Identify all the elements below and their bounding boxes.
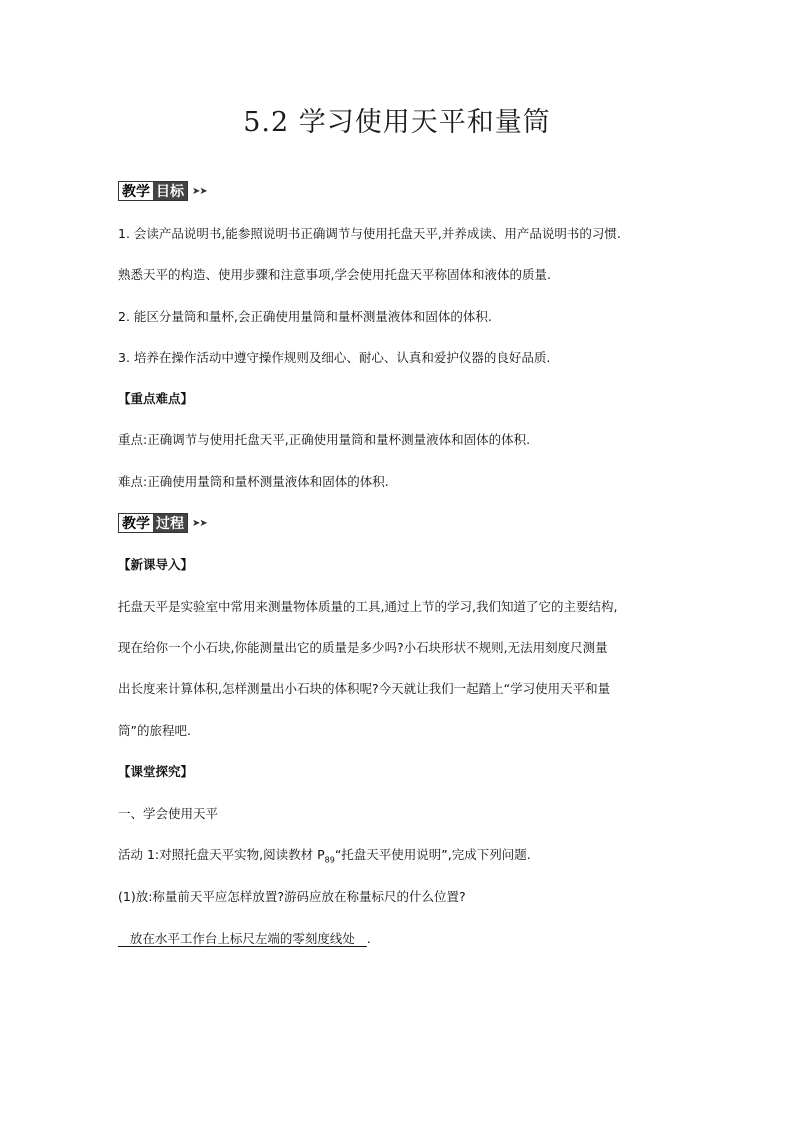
arrow-icon: ➤➤ — [192, 517, 207, 529]
activity-suffix: “托盘天平使用说明”,完成下列问题. — [334, 847, 531, 862]
answer-1: 放在水平工作台上标尺左端的零刻度线处 — [118, 931, 367, 946]
badge-right-text: 目标 — [153, 182, 187, 200]
intro-line-4: 筒”的旅程吧. — [118, 723, 191, 738]
page-title: 5.2 学习使用天平和量筒 — [243, 107, 551, 138]
intro-line-2: 现在给你一个小石块,你能测量出它的质量是多少吗?小石块形状不规则,无法用刻度尺测量 — [118, 640, 608, 655]
activity-prefix: 活动 1:对照托盘天平实物,阅读教材 P — [118, 847, 325, 862]
goal-line-1: 1. 会读产品说明书,能参照说明书正确调节与使用托盘天平,并养成读、用产品说明书的习惯. — [118, 226, 621, 241]
difficult-point: 难点:正确使用量筒和量杯测量液体和固体的体积. — [118, 474, 389, 489]
activity-line — [118, 847, 531, 869]
badge-left-text: 教学 — [119, 514, 153, 532]
explore-heading: 【课堂探究】 — [118, 764, 194, 779]
activity-page-subscript: 89 — [324, 855, 335, 865]
badge-left-text: 教学 — [119, 182, 153, 200]
teaching-process-badge — [118, 512, 207, 534]
key-difficulty-heading: 【重点难点】 — [118, 391, 194, 406]
goal-line-2: 熟悉天平的构造、使用步骤和注意事项,学会使用托盘天平称固体和液体的质量. — [118, 267, 551, 282]
intro-line-1: 托盘天平是实验室中常用来测量物体质量的工具,通过上节的学习,我们知道了它的主要结构, — [118, 599, 618, 614]
intro-line-3: 出长度来计算体积,怎样测量出小石块的体积呢?今天就让我们一起踏上“学习使用天平和量 — [118, 681, 611, 696]
goal-line-3: 2. 能区分量筒和量杯,会正确使用量筒和量杯测量液体和固体的体积. — [118, 309, 492, 324]
arrow-icon: ➤➤ — [192, 185, 207, 197]
badge-right-text: 过程 — [153, 514, 187, 532]
goal-line-4: 3. 培养在操作活动中遵守操作规则及细心、耐心、认真和爱护仪器的良好品质. — [118, 350, 551, 365]
teaching-goal-badge — [118, 180, 207, 202]
part-one-heading: 一、学会使用天平 — [118, 806, 219, 821]
key-point: 重点:正确调节与使用托盘天平,正确使用量筒和量杯测量液体和固体的体积. — [118, 432, 531, 447]
question-1: (1)放:称量前天平应怎样放置?游码应放在称量标尺的什么位置? — [118, 889, 466, 904]
answer-line — [118, 931, 371, 947]
answer-1-period: . — [366, 931, 371, 946]
intro-heading: 【新课导入】 — [118, 557, 194, 572]
